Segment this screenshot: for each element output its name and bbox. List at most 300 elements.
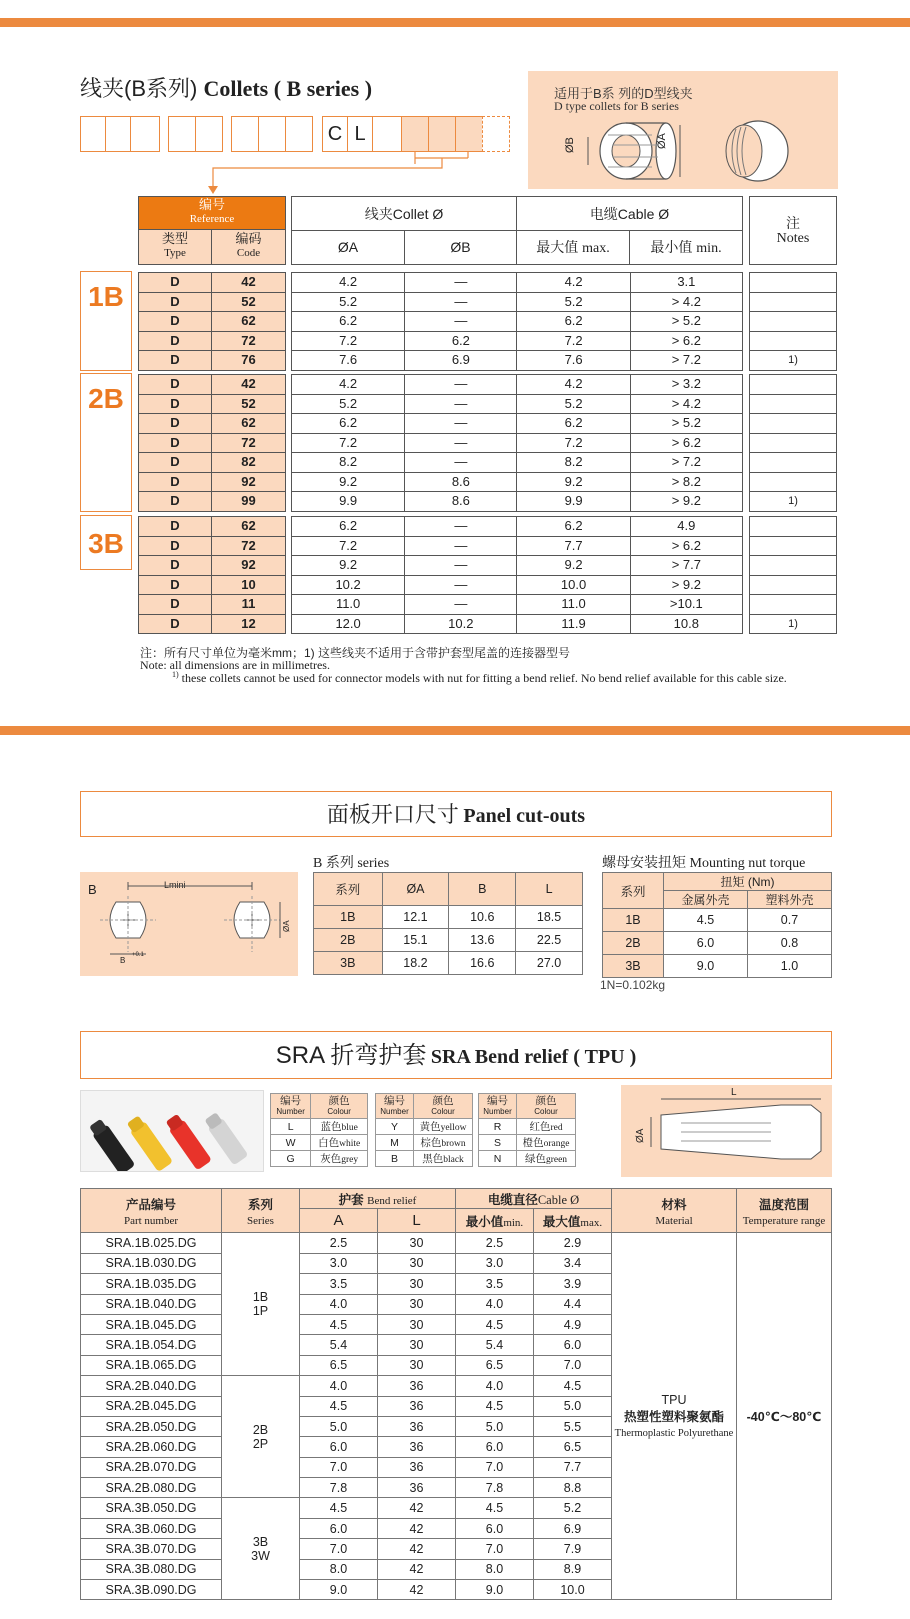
num-en: Number [483, 1106, 512, 1116]
note-cell [750, 414, 837, 434]
code-cell: 12 [212, 614, 286, 634]
sra-value: 36 [378, 1396, 456, 1416]
max-cell: 8.2 [517, 453, 630, 473]
torque-h: 金属外壳 [664, 891, 748, 909]
col-min-header [630, 231, 742, 264]
b-cell: — [405, 595, 517, 615]
note-cell [750, 331, 837, 351]
series-cell: 18.5 [516, 906, 583, 929]
min-cell: > 9.2 [671, 493, 701, 509]
note-cell [750, 472, 837, 492]
sra-value: 3.5 [300, 1274, 378, 1294]
code-box [168, 116, 196, 152]
code-box-highlight [401, 116, 429, 152]
code-cell: 11 [212, 595, 286, 615]
torque-cell: 0.8 [748, 932, 832, 955]
collet-row [139, 351, 286, 371]
collet-row [139, 414, 286, 434]
series-1: 2B [252, 1422, 269, 1437]
series-h: ØA [382, 873, 449, 906]
type-cell: D [139, 312, 212, 332]
note-cell: 1) [788, 617, 798, 630]
part-number: SRA.2B.045.DG [81, 1396, 222, 1416]
part-number: SRA.2B.050.DG [81, 1416, 222, 1436]
note-cn: 注：所有尺寸单位为毫米mm；1) 这些线夹不适用于含带护套型尾盖的连接器型号 [140, 646, 570, 660]
sra-value: 3.0 [456, 1253, 534, 1273]
h-part [81, 1189, 222, 1233]
a-cell: 7.2 [292, 536, 405, 556]
collet-drawing [568, 115, 808, 185]
sra-title-en: SRA Bend relief ( TPU ) [430, 1046, 637, 1068]
col-b-header: ØB [405, 231, 517, 264]
code-cell: 76 [212, 351, 286, 371]
colour-en: red [550, 1123, 563, 1133]
temp-cn: 温度范围 [758, 1197, 809, 1212]
panel-cutout-drawing [80, 872, 298, 976]
sra-value: 6.0 [456, 1437, 534, 1457]
sra-value: 4.0 [300, 1294, 378, 1314]
part-number: SRA.1B.030.DG [81, 1253, 222, 1273]
sra-value: 4.5 [456, 1498, 534, 1518]
code-box-c: C [322, 116, 348, 152]
col-en: Colour [431, 1106, 455, 1116]
collet-row [750, 331, 837, 351]
code-cell: 62 [212, 312, 286, 332]
series-cell: 13.6 [449, 929, 516, 952]
collet-row [139, 492, 286, 512]
panel-title-cn: 面板开口尺寸 [326, 802, 459, 827]
sra-value: 3.4 [534, 1253, 612, 1273]
min-en: min. [696, 241, 722, 256]
colour-row [479, 1151, 576, 1167]
code-cell: 42 [212, 375, 286, 395]
collet-row [292, 394, 743, 414]
note-cell [750, 375, 837, 395]
part-cn: 产品编号 [125, 1197, 176, 1212]
max-cell: 6.2 [517, 517, 630, 537]
sra-value: 8.9 [534, 1559, 612, 1579]
dims-column-group [291, 516, 743, 634]
type-cell: D [139, 414, 212, 434]
colour-name [311, 1151, 368, 1167]
code-box [130, 116, 160, 152]
note-cell [750, 517, 837, 537]
colour-row [479, 1135, 576, 1151]
collet-row [139, 517, 286, 537]
drawing-tol-label: +0.1 [132, 952, 144, 958]
collet-row [292, 614, 743, 634]
collet-row [750, 414, 837, 434]
col-cn: 颜色 [535, 1094, 557, 1107]
torque-cell: 4.5 [664, 909, 748, 932]
torque-h: 系列 [603, 873, 664, 909]
collets-title-cn: 线夹(B系列) [80, 76, 198, 101]
collet-row [292, 453, 743, 473]
sra-value: 30 [378, 1355, 456, 1375]
part-number: SRA.2B.070.DG [81, 1457, 222, 1477]
sra-value: 42 [378, 1580, 456, 1600]
part-number: SRA.1B.035.DG [81, 1274, 222, 1294]
part-number: SRA.1B.040.DG [81, 1294, 222, 1314]
dim-b-label: ØB [564, 137, 576, 153]
part-number: SRA.2B.080.DG [81, 1478, 222, 1498]
min-cell: > 6.2 [630, 536, 742, 556]
collet-row [750, 433, 837, 453]
a-cell: 4.2 [292, 375, 405, 395]
code-cell: 92 [212, 472, 286, 492]
notes-header [749, 196, 837, 265]
min-cell: 10.8 [673, 615, 699, 631]
torque-cell: 6.0 [664, 932, 748, 955]
type-cell: D [139, 351, 212, 371]
min-cn: 最小值 [465, 1214, 504, 1229]
part-number: SRA.3B.050.DG [81, 1498, 222, 1518]
series-h: B [449, 873, 516, 906]
min-cell: > 4.2 [630, 394, 742, 414]
sra-value: 5.0 [300, 1416, 378, 1436]
part-en: Part number [123, 1214, 179, 1227]
b-cell: — [405, 575, 517, 595]
colour-h-col [517, 1094, 576, 1119]
type-cell: D [139, 375, 212, 395]
sra-value: 8.0 [300, 1559, 378, 1579]
note-cell [750, 312, 837, 332]
b-cell: — [405, 517, 517, 537]
sra-value: 3.5 [456, 1274, 534, 1294]
collet-row [292, 472, 743, 492]
sra-value: 6.0 [534, 1335, 612, 1355]
colour-en: orange [543, 1139, 570, 1149]
sra-value: 5.5 [534, 1416, 612, 1436]
collet-row [139, 331, 286, 351]
notes-header-en: Notes [776, 231, 810, 246]
torque-h: 塑料外壳 [748, 891, 832, 909]
sra-value: 4.0 [456, 1376, 534, 1396]
collet-row [292, 556, 743, 576]
ref-column-group [138, 374, 286, 512]
collet-row [139, 536, 286, 556]
sra-value: 4.5 [300, 1314, 378, 1334]
torque-table [602, 872, 832, 978]
series-cell: 12.1 [382, 906, 449, 929]
collet-row [750, 312, 837, 332]
sra-value: 6.9 [534, 1518, 612, 1538]
collet-row [750, 492, 837, 512]
code-cell: 42 [212, 273, 286, 293]
sra-product-image [80, 1090, 264, 1172]
a-cell: 11.0 [292, 595, 405, 615]
sra-value: 8.8 [534, 1478, 612, 1498]
a-cell: 7.6 [292, 351, 405, 371]
min-cell: 3.1 [630, 273, 742, 293]
note-cell [750, 536, 837, 556]
cable-en: Cable Ø [537, 1192, 580, 1207]
sra-value: 7.8 [300, 1478, 378, 1498]
colour-row [271, 1135, 368, 1151]
type-cell: D [139, 394, 212, 414]
series-cell: 10.6 [449, 906, 516, 929]
series-2: 2P [252, 1436, 269, 1451]
ref-column-group [138, 516, 286, 634]
b-cell: — [405, 433, 517, 453]
colour-h-col [414, 1094, 473, 1119]
part-number: SRA.3B.080.DG [81, 1559, 222, 1579]
code-box [105, 116, 131, 152]
note-cell [750, 595, 837, 615]
dims-column-group [291, 374, 743, 512]
collet-row [139, 273, 286, 293]
collets-title-en: Collets ( B series ) [203, 76, 373, 101]
note-cell [750, 433, 837, 453]
colour-row [376, 1119, 473, 1135]
max-cell: 4.2 [517, 273, 630, 293]
collet-row [139, 375, 286, 395]
a-cell: 5.2 [292, 292, 405, 312]
colour-code: G [271, 1151, 311, 1167]
b-cell: — [405, 375, 517, 395]
dim-a-label: ØA [656, 133, 668, 149]
sra-value: 6.0 [300, 1518, 378, 1538]
colour-row [376, 1151, 473, 1167]
col-cn: 颜色 [328, 1094, 350, 1107]
colour-en: green [545, 1155, 568, 1165]
num-en: Number [380, 1106, 409, 1116]
collet-row [139, 453, 286, 473]
a-cell: 9.9 [292, 492, 405, 512]
sra-value: 42 [378, 1559, 456, 1579]
min-cell: > 5.2 [630, 312, 742, 332]
code-cell: 62 [212, 517, 286, 537]
max-cell: 7.6 [517, 351, 630, 371]
colour-h-num [271, 1094, 311, 1119]
sra-value: 36 [378, 1416, 456, 1436]
torque-cell: 1B [603, 909, 664, 932]
bend-en: Bend relief [367, 1194, 417, 1207]
code-box-l: L [347, 116, 373, 152]
collet-row [292, 517, 743, 537]
min-cell: > 8.2 [630, 472, 742, 492]
sra-value: 7.7 [534, 1457, 612, 1477]
series-cell: 16.6 [449, 952, 516, 975]
sra-value: 36 [378, 1376, 456, 1396]
colour-name [311, 1119, 368, 1135]
sra-value: 7.8 [456, 1478, 534, 1498]
collet-row [750, 614, 837, 634]
max-cell: 9.9 [517, 492, 630, 512]
dtype-title-cn: 适用于B系 列的D型线夹 [554, 86, 693, 101]
code-box [258, 116, 286, 152]
part-number: SRA.1B.025.DG [81, 1233, 222, 1253]
type-cell: D [139, 492, 212, 512]
sra-value: 30 [378, 1253, 456, 1273]
middle-orange-bar [0, 726, 910, 735]
collet-row [750, 292, 837, 312]
col-en: Colour [534, 1106, 558, 1116]
code-box [231, 116, 259, 152]
a-cell: 12.0 [292, 614, 405, 634]
series-cell: 18.2 [382, 952, 449, 975]
code-box [80, 116, 106, 152]
max-cell: 7.7 [517, 536, 630, 556]
type-header [138, 229, 212, 265]
h-material [612, 1189, 737, 1233]
sra-drawing [621, 1085, 832, 1177]
min-en: min. [503, 1216, 524, 1229]
colour-row [376, 1135, 473, 1151]
sra-value: 5.0 [456, 1416, 534, 1436]
col-en: Colour [327, 1106, 351, 1116]
type-header-cn: 类型 [161, 231, 188, 246]
b-cell: — [405, 453, 517, 473]
num-cn: 编号 [487, 1094, 509, 1107]
code-cell: 62 [212, 414, 286, 434]
min-cell: > 5.2 [630, 414, 742, 434]
colour-name [517, 1151, 576, 1167]
sra-value: 10.0 [534, 1580, 612, 1600]
code-box [372, 116, 402, 152]
collet-row [292, 575, 743, 595]
part-number: SRA.1B.054.DG [81, 1335, 222, 1355]
part-number: SRA.3B.060.DG [81, 1518, 222, 1538]
note-cell [750, 575, 837, 595]
note-1-mark: 1) [172, 670, 179, 679]
material-3: Thermoplastic Polyurethane [614, 1428, 734, 1440]
material-en: Material [655, 1214, 693, 1227]
b-cell: — [405, 394, 517, 414]
torque-cell: 2B [603, 932, 664, 955]
b-cell: — [405, 414, 517, 434]
note-cell: 1) [788, 495, 798, 508]
min-cell: > 6.2 [630, 433, 742, 453]
num-cn: 编号 [384, 1094, 406, 1107]
min-cell: > 9.2 [630, 575, 742, 595]
collet-row [750, 351, 837, 371]
series-cell: 15.1 [382, 929, 449, 952]
torque-note: 1N=0.102kg [600, 978, 666, 992]
sra-value: 4.4 [534, 1294, 612, 1314]
colour-code: W [271, 1135, 311, 1151]
temperature-cell: -40℃～80℃ [737, 1233, 832, 1600]
collet-row [292, 292, 743, 312]
min-cell: 4.9 [630, 517, 742, 537]
dtype-collet-panel [528, 71, 838, 189]
series-cell [222, 1376, 300, 1498]
sra-value: 4.0 [300, 1376, 378, 1396]
sra-title-cn: SRA 折弯护套 [275, 1042, 427, 1069]
sra-value: 7.9 [534, 1539, 612, 1559]
colour-en: blue [341, 1123, 358, 1133]
notes-column-group [749, 516, 837, 634]
sra-value: 42 [378, 1518, 456, 1538]
drawing-bottom-label: B [120, 956, 126, 965]
series-en: Series [247, 1214, 274, 1227]
series-2: 3W [251, 1548, 270, 1563]
series-cell [222, 1233, 300, 1376]
collets-title [80, 72, 372, 103]
sra-value: 30 [378, 1314, 456, 1334]
type-cell: D [139, 536, 212, 556]
a-cell: 7.2 [292, 331, 405, 351]
sra-value: 6.0 [300, 1437, 378, 1457]
sra-value: 4.9 [534, 1314, 612, 1334]
sra-section-title [80, 1031, 832, 1079]
part-number: SRA.3B.090.DG [81, 1580, 222, 1600]
series-1: 3B [252, 1534, 269, 1549]
colour-code: B [376, 1151, 414, 1167]
sra-value: 7.0 [300, 1457, 378, 1477]
collet-row [750, 273, 837, 293]
sra-value: 2.9 [534, 1233, 612, 1253]
code-box [195, 116, 223, 152]
code-box [285, 116, 313, 152]
note-cell [750, 556, 837, 576]
colour-cn: 蓝色 [320, 1121, 342, 1133]
colour-en: grey [341, 1155, 359, 1165]
colour-code: M [376, 1135, 414, 1151]
series-cell: 27.0 [516, 952, 583, 975]
colour-en: white [339, 1139, 361, 1149]
torque-table-title: 螺母安装扭矩 Mounting nut torque [602, 856, 806, 871]
colour-name [517, 1119, 576, 1135]
code-cell: 99 [212, 492, 286, 512]
sra-value: 30 [378, 1335, 456, 1355]
colour-code: Y [376, 1119, 414, 1135]
code-box-highlight [428, 116, 456, 152]
collet-row [750, 575, 837, 595]
collet-row [292, 536, 743, 556]
drawing-a-label: ØA [282, 920, 291, 932]
a-cell: 9.2 [292, 556, 405, 576]
colour-table [478, 1093, 576, 1167]
notes-column-group [749, 272, 837, 371]
code-cell: 72 [212, 536, 286, 556]
sra-value: 6.5 [456, 1355, 534, 1375]
torque-cell: 1.0 [748, 955, 832, 978]
collet-row [750, 556, 837, 576]
collet-row [750, 536, 837, 556]
code-cell: 72 [212, 433, 286, 453]
colour-table [270, 1093, 368, 1167]
sra-value: 6.5 [300, 1355, 378, 1375]
torque-cell: 0.7 [748, 909, 832, 932]
sra-value: 3.0 [300, 1253, 378, 1273]
drawing-lmin-label: Lmini [164, 880, 186, 890]
notes-header-cn: 注 [786, 215, 800, 231]
ref-header-cn: 编号 [198, 197, 225, 212]
colour-cn: 白色 [318, 1137, 340, 1149]
sra-value: 9.0 [456, 1580, 534, 1600]
type-cell: D [139, 331, 212, 351]
part-number: SRA.2B.060.DG [81, 1437, 222, 1457]
colour-name [311, 1135, 368, 1151]
b-cell: — [405, 536, 517, 556]
colour-code: R [479, 1119, 517, 1135]
collet-dia-header: 线夹Collet Ø [292, 197, 517, 231]
note-cell [750, 394, 837, 414]
min-cell: > 7.2 [630, 453, 742, 473]
col-a-header: ØA [292, 231, 405, 264]
max-cn: 最大值 [536, 239, 579, 255]
series-cell: 2B [314, 929, 383, 952]
colour-en: yellow [440, 1123, 467, 1133]
h-series [222, 1189, 300, 1233]
type-cell: D [139, 595, 212, 615]
colour-cn: 红色 [529, 1121, 551, 1133]
min-cell: > 7.7 [630, 556, 742, 576]
colour-cn: 绿色 [524, 1153, 546, 1165]
material-cn: 材料 [661, 1197, 687, 1212]
collet-row [292, 312, 743, 332]
